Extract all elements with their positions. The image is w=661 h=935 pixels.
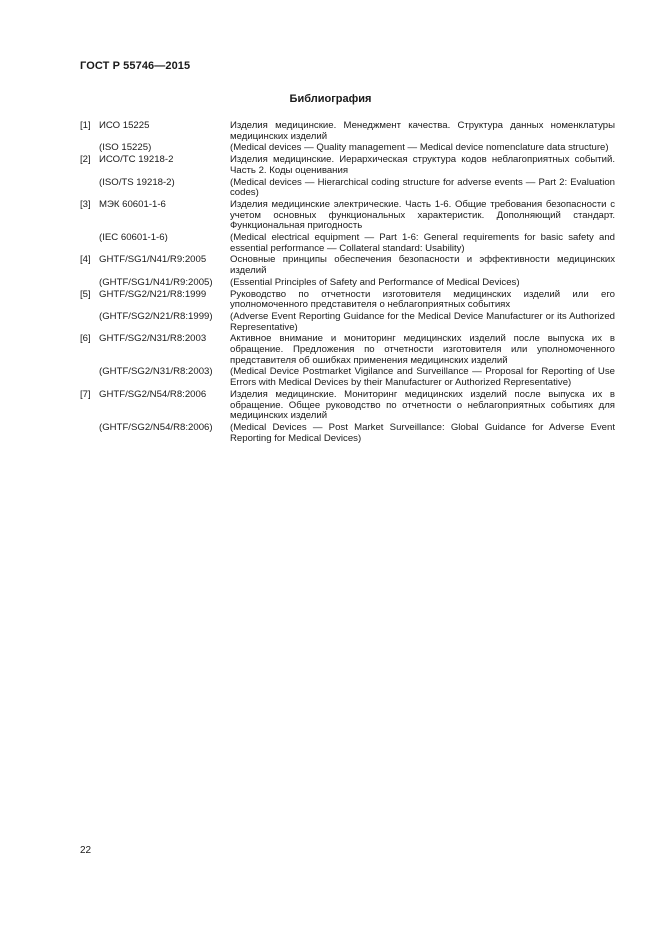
- entry-number: [1]: [80, 120, 91, 131]
- entry-original-description: (Adverse Event Reporting Guidance for the Medical Device Manufacturer or its Authorized Representative): [230, 310, 615, 333]
- entry-original-code: (GHTF/SG2/N31/R8:2003): [99, 366, 213, 378]
- bibliography-list: [80, 121, 615, 444]
- bibliography-entry: [80, 200, 615, 232]
- entry-description: Изделия медицинские. Менеджмент качества. Структура данных номенклатуры медицинских изделий: [230, 120, 615, 142]
- document-header: ГОСТ Р 55746—2015: [80, 60, 191, 72]
- bibliography-entry-original: [80, 143, 615, 154]
- entry-original-description: (Medical electrical equipment — Part 1-6: General requirements for basic safety and essential performance — Collateral standard: Usability): [230, 232, 615, 254]
- entry-code: GHTF/SG2/N31/R8:2003: [99, 333, 207, 345]
- entry-original-code: (GHTF/SG2/N21/R8:1999): [99, 310, 213, 322]
- bibliography-entry-original: [80, 367, 615, 388]
- section-title: Библиография: [289, 93, 372, 105]
- bibliography-entry: [80, 155, 615, 176]
- entry-description: Основные принципы обеспечения безопасности и эффективности медицинских изделий: [230, 254, 615, 277]
- entry-code: ИСО/ТС 19218-2: [99, 154, 174, 166]
- entry-description: Активное внимание и мониторинг медицинских изделий после выпуска их в обращение. Предложения по отчетности изготовителя или уполномоченного представителя об ошибках применения медицинских изделий: [230, 333, 615, 366]
- bibliography-entry-original: [80, 233, 615, 254]
- bibliography-entry: [80, 255, 615, 276]
- entry-code: GHTF/SG1/N41/R9:2005: [99, 254, 207, 266]
- entry-number: [2]: [80, 154, 91, 166]
- bibliography-entry: [80, 334, 615, 366]
- page-number: 22: [80, 845, 92, 856]
- bibliography-entry: [80, 121, 615, 142]
- entry-original-description: (Medical Device Postmarket Vigilance and Surveillance — Proposal for Reporting of Use Errors with Medical Devices by their Manufacturer or Authorized Representative): [230, 366, 615, 389]
- entry-code: МЭК 60601-1-6: [99, 198, 166, 210]
- entry-number: [4]: [80, 254, 91, 266]
- entry-description: Изделия медицинские. Иерархическая структура кодов неблагоприятных событий. Часть 2. Коды оценивания: [230, 154, 615, 176]
- entry-description: Изделия медицинские. Мониторинг медицинских изделий после выпуска их в обращение. Общее руководство по отчетности о неблагоприятных событиях для медицинских изделий: [230, 388, 615, 422]
- entry-code: ИСО 15225: [99, 120, 150, 131]
- entry-description: Руководство по отчетности изготовителя медицинских изделий или его уполномоченного представителя о неблагоприятных событиях: [230, 288, 615, 311]
- entry-number: [6]: [80, 333, 91, 345]
- entry-original-description: (Essential Principles of Safety and Performance of Medical Devices): [230, 276, 520, 288]
- bibliography-entry-original: [80, 312, 615, 333]
- entry-number: [3]: [80, 198, 91, 210]
- entry-original-code: (GHTF/SG1/N41/R9:2005): [99, 276, 213, 288]
- entry-original-description: (Medical devices — Hierarchical coding structure for adverse events — Part 2: Evaluation codes): [230, 176, 615, 199]
- entry-original-description: (Medical Devices — Post Market Surveillance: Global Guidance for Adverse Event Reporting for Medical Devices): [230, 421, 615, 444]
- entry-original-code: (ISO 15225): [99, 142, 152, 154]
- entry-original-code: (IEC 60601-1-6): [99, 232, 168, 244]
- entry-number: [5]: [80, 288, 91, 300]
- entry-original-code: (GHTF/SG2/N54/R8:2006): [99, 421, 213, 433]
- bibliography-entry: [80, 390, 615, 422]
- bibliography-entry: [80, 290, 615, 311]
- entry-original-code: (ISO/TS 19218-2): [99, 176, 175, 188]
- entry-description: Изделия медицинские электрические. Часть 1-6. Общие требования безопасности с учетом основных функциональных характеристик. Дополняющий стандарт. Функциональная пригодность: [230, 198, 615, 232]
- bibliography-entry-original: [80, 423, 615, 444]
- entry-code: GHTF/SG2/N21/R8:1999: [99, 288, 207, 300]
- entry-number: [7]: [80, 388, 91, 400]
- bibliography-entry-original: [80, 278, 615, 289]
- bibliography-entry-original: [80, 178, 615, 199]
- entry-original-description: (Medical devices — Quality management — Medical device nomenclature data structure): [230, 142, 609, 154]
- entry-code: GHTF/SG2/N54/R8:2006: [99, 388, 207, 400]
